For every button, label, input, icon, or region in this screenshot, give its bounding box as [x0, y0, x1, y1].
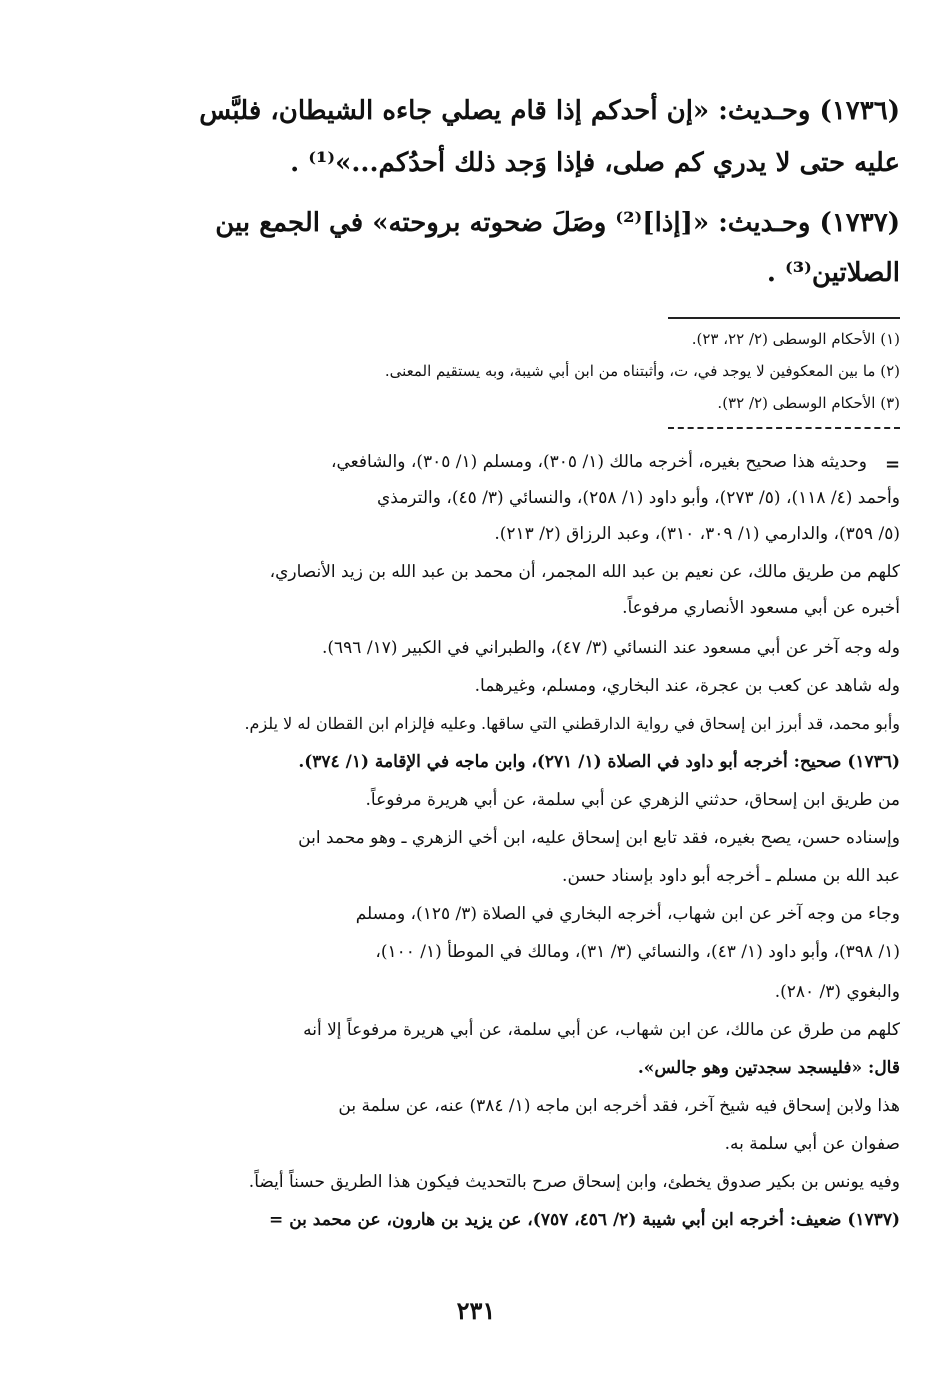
commentary-line: كلهم من طريق مالك، عن نعيم بن عبد الله المجمر، أن محمد بن عبد الله بن زيد الأنصاري،: [269, 562, 900, 582]
commentary-line: وله وجه آخر عن أبي مسعود عند النسائي (٣/ ٤٧)، والطبراني في الكبير (١٧/ ٦٩٦).: [321, 638, 900, 658]
commentary-line: وإسناده حسن، يصح بغيره، فقد تابع ابن إسحاق عليه، ابن أخي الزهري ـ وهو محمد ابن: [298, 828, 900, 848]
commentary-line: قال: «فليسجد سجدتين وهو جالس».: [637, 1058, 900, 1078]
commentary-line: وحديثه هذا صحيح بغيره، أخرجه مالك (١/ ٣٠٥)، ومسلم (١/ ٣٠٥)، والشافعي،: [331, 452, 867, 472]
commentary-line: وجاء من وجه آخر عن ابن شهاب، أخرجه البخاري في الصلاة (٣/ ١٢٥)، ومسلم: [355, 904, 900, 924]
footnote-2: (٢) ما بين المعكوفين لا يوجد في، ت، وأثبتناه من ابن أبي شيبة، وبه يستقيم المعنى.: [384, 362, 900, 380]
main-text-line-3: (١٧٣٧) وحـديث: «[إذا]⁽²⁾ وصَلَ ضحوته بروحته» في الجمع بين: [215, 208, 900, 238]
commentary-line: والبغوي (٣/ ٢٨٠).: [774, 982, 900, 1002]
commentary-line: من طريق ابن إسحاق، حدثني الزهري عن أبي سلمة، عن أبي هريرة مرفوعاً.: [365, 790, 900, 810]
footnote-1: (١) الأحكام الوسطى (٢/ ٢٢، ٢٣).: [691, 330, 900, 348]
commentary-line: وأبو محمد، قد أبرز ابن إسحاق في رواية الدارقطني التي ساقها. وعليه فإلزام ابن القطان له لا يلزم.: [244, 714, 900, 733]
commentary-line: عبد الله بن مسلم ـ أخرجه أبو داود بإسناد حسن.: [562, 866, 900, 886]
commentary-line: وفيه يونس بن بكير صدوق يخطئ، وابن إسحاق صرح بالتحديث فيكون هذا الطريق حسناً أيضاً.: [248, 1172, 900, 1192]
commentary-line: كلهم من طرق عن مالك، عن ابن شهاب، عن أبي سلمة، عن أبي هريرة مرفوعاً إلا أنه: [303, 1020, 900, 1040]
main-text-line-4: الصلاتين⁽³⁾ .: [766, 258, 900, 288]
commentary-line: هذا ولابن إسحاق فيه شيخ آخر، فقد أخرجه ابن ماجه (١/ ٣٨٤) عنه، عن سلمة بن: [338, 1096, 900, 1116]
commentary-line: أخبره عن أبي مسعود الأنصاري مرفوعاً.: [622, 598, 900, 618]
continuation-mark: =: [885, 454, 901, 475]
footnote-separator: [668, 317, 900, 319]
page-number: ٢٣١: [456, 1296, 496, 1325]
main-text-line-2: عليه حتى لا يدري كم صلى، فإذا وَجد ذلك أحدُكم...»⁽¹⁾ .: [290, 148, 900, 178]
commentary-line: وأحمد (٤/ ١١٨)، (٥/ ٢٧٣)، وأبو داود (١/ ٢٥٨)، والنسائي (٣/ ٤٥)، والترمذي: [376, 488, 900, 508]
commentary-separator: [668, 427, 900, 429]
commentary-entry-1736: (١٧٣٦) صحيح: أخرجه أبو داود في الصلاة (١/ ٢٧١)، وابن ماجه في الإقامة (١/ ٣٧٤).: [298, 752, 900, 772]
commentary-line: (٥/ ٣٥٩)، والدارمي (١/ ٣٠٩، ٣١٠)، وعبد الرزاق (٢/ ٢١٣).: [494, 524, 900, 544]
footnote-3: (٣) الأحكام الوسطى (٢/ ٣٢).: [717, 394, 900, 412]
commentary-line: وله شاهد عن كعب بن عجرة، عند البخاري، ومسلم، وغيرهما.: [474, 676, 900, 696]
main-text-line-1: (١٧٣٦) وحـديث: «إن أحدكم إذا قام يصلي جاءه الشيطان، فلبَّس: [199, 96, 900, 126]
commentary-line: (١/ ٣٩٨)، وأبو داود (١/ ٤٣)، والنسائي (٣/ ٣١)، ومالك في الموطأ (١/ ١٠٠)،: [375, 942, 900, 962]
commentary-line: صفوان عن أبي سلمة به.: [724, 1134, 900, 1154]
commentary-entry-1737: (١٧٣٧) ضعيف: أخرجه ابن أبي شيبة (٢/ ٤٥٦، ٧٥٧)، عن يزيد بن هارون، عن محمد بن =: [269, 1210, 900, 1230]
